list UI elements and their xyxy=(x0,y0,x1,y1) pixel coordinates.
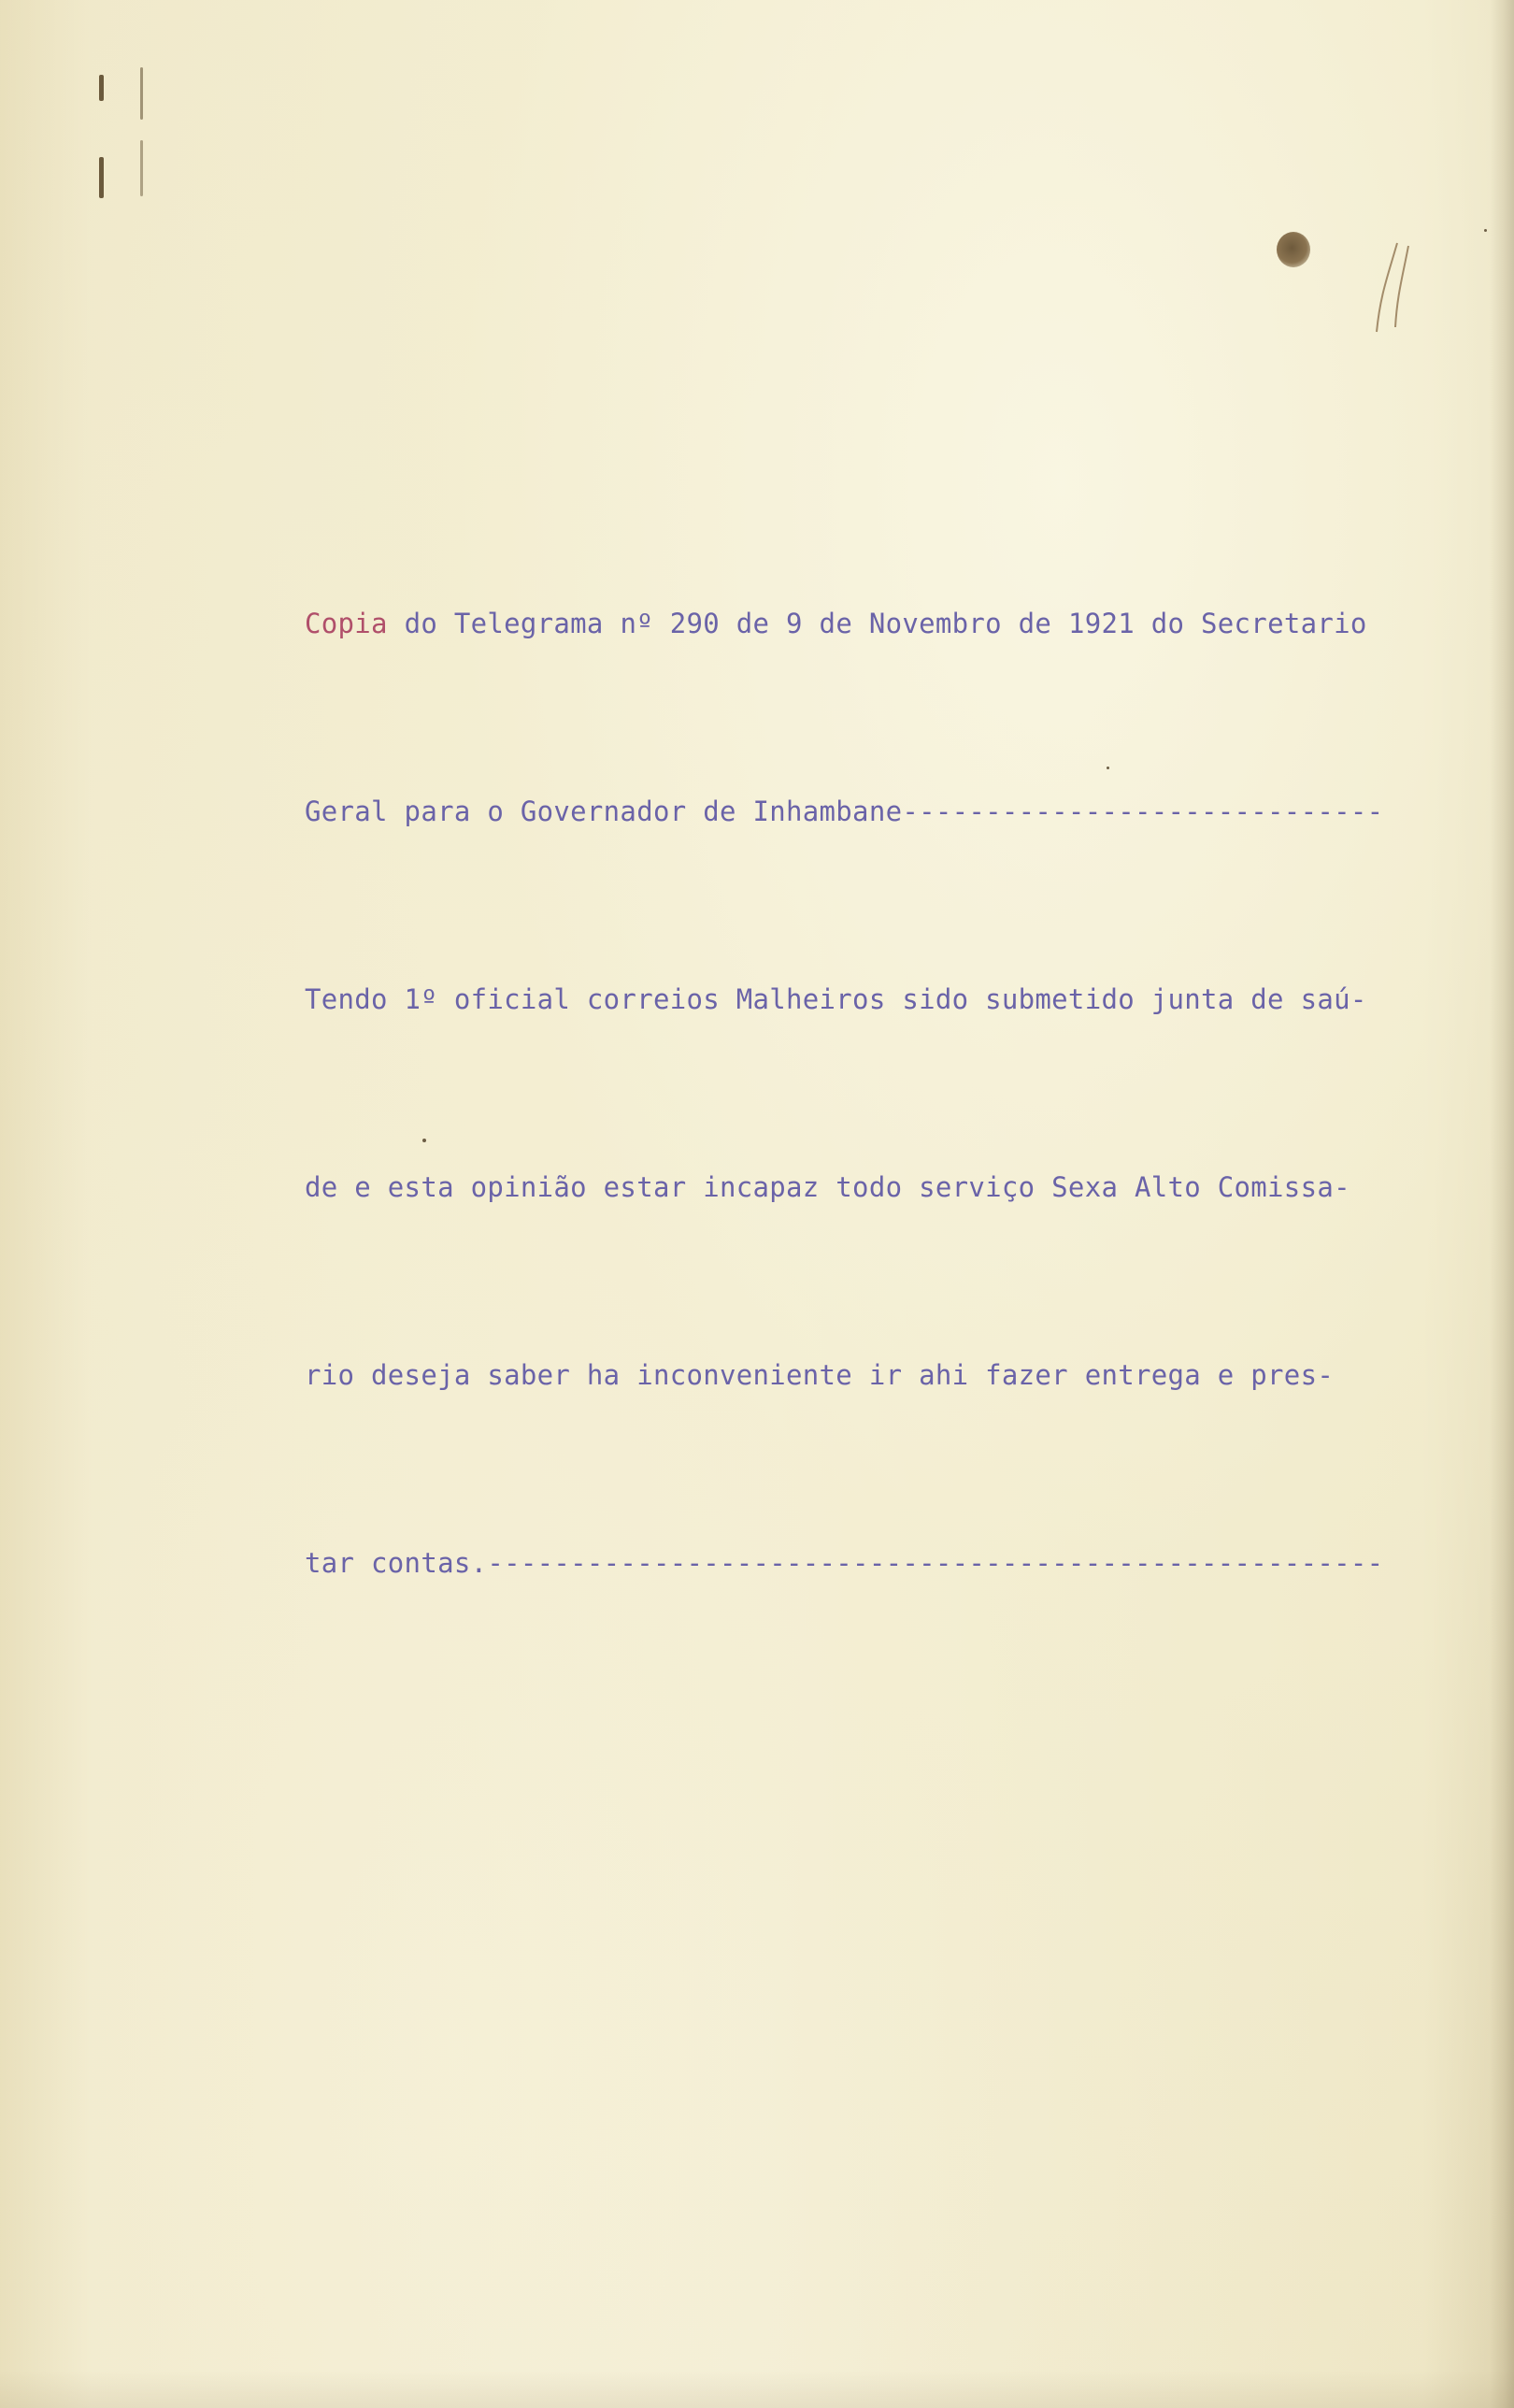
text-line: tar contas.------------------------------------------------------ xyxy=(305,1547,1384,1579)
staple-hole-mark xyxy=(99,157,104,198)
ink-blot xyxy=(1277,232,1310,267)
staple-hole-mark xyxy=(140,67,143,120)
staple-hole-mark xyxy=(99,75,104,101)
text-line: rio deseja saber ha inconveniente ir ahi fazer entrega e pres- xyxy=(305,1359,1335,1391)
text-line: Geral para o Governador de Inhambane----------------------------- xyxy=(305,796,1384,827)
pencil-mark xyxy=(1360,238,1416,341)
paper-speck xyxy=(1484,229,1487,232)
text-line: Copia do Telegrama nº 290 de 9 de Novembro de 1921 do Secretario xyxy=(305,608,1367,639)
text-line: Tendo 1º oficial correios Malheiros sido submetido junta de saú- xyxy=(305,983,1367,1015)
telegram-text xyxy=(305,467,1501,1720)
text-line: de e esta opinião estar incapaz todo serviço Sexa Alto Comissa- xyxy=(305,1171,1350,1203)
staple-hole-mark xyxy=(140,140,143,196)
paper-bottom-shadow xyxy=(0,2371,1514,2408)
copia-heading: Copia xyxy=(305,608,388,639)
